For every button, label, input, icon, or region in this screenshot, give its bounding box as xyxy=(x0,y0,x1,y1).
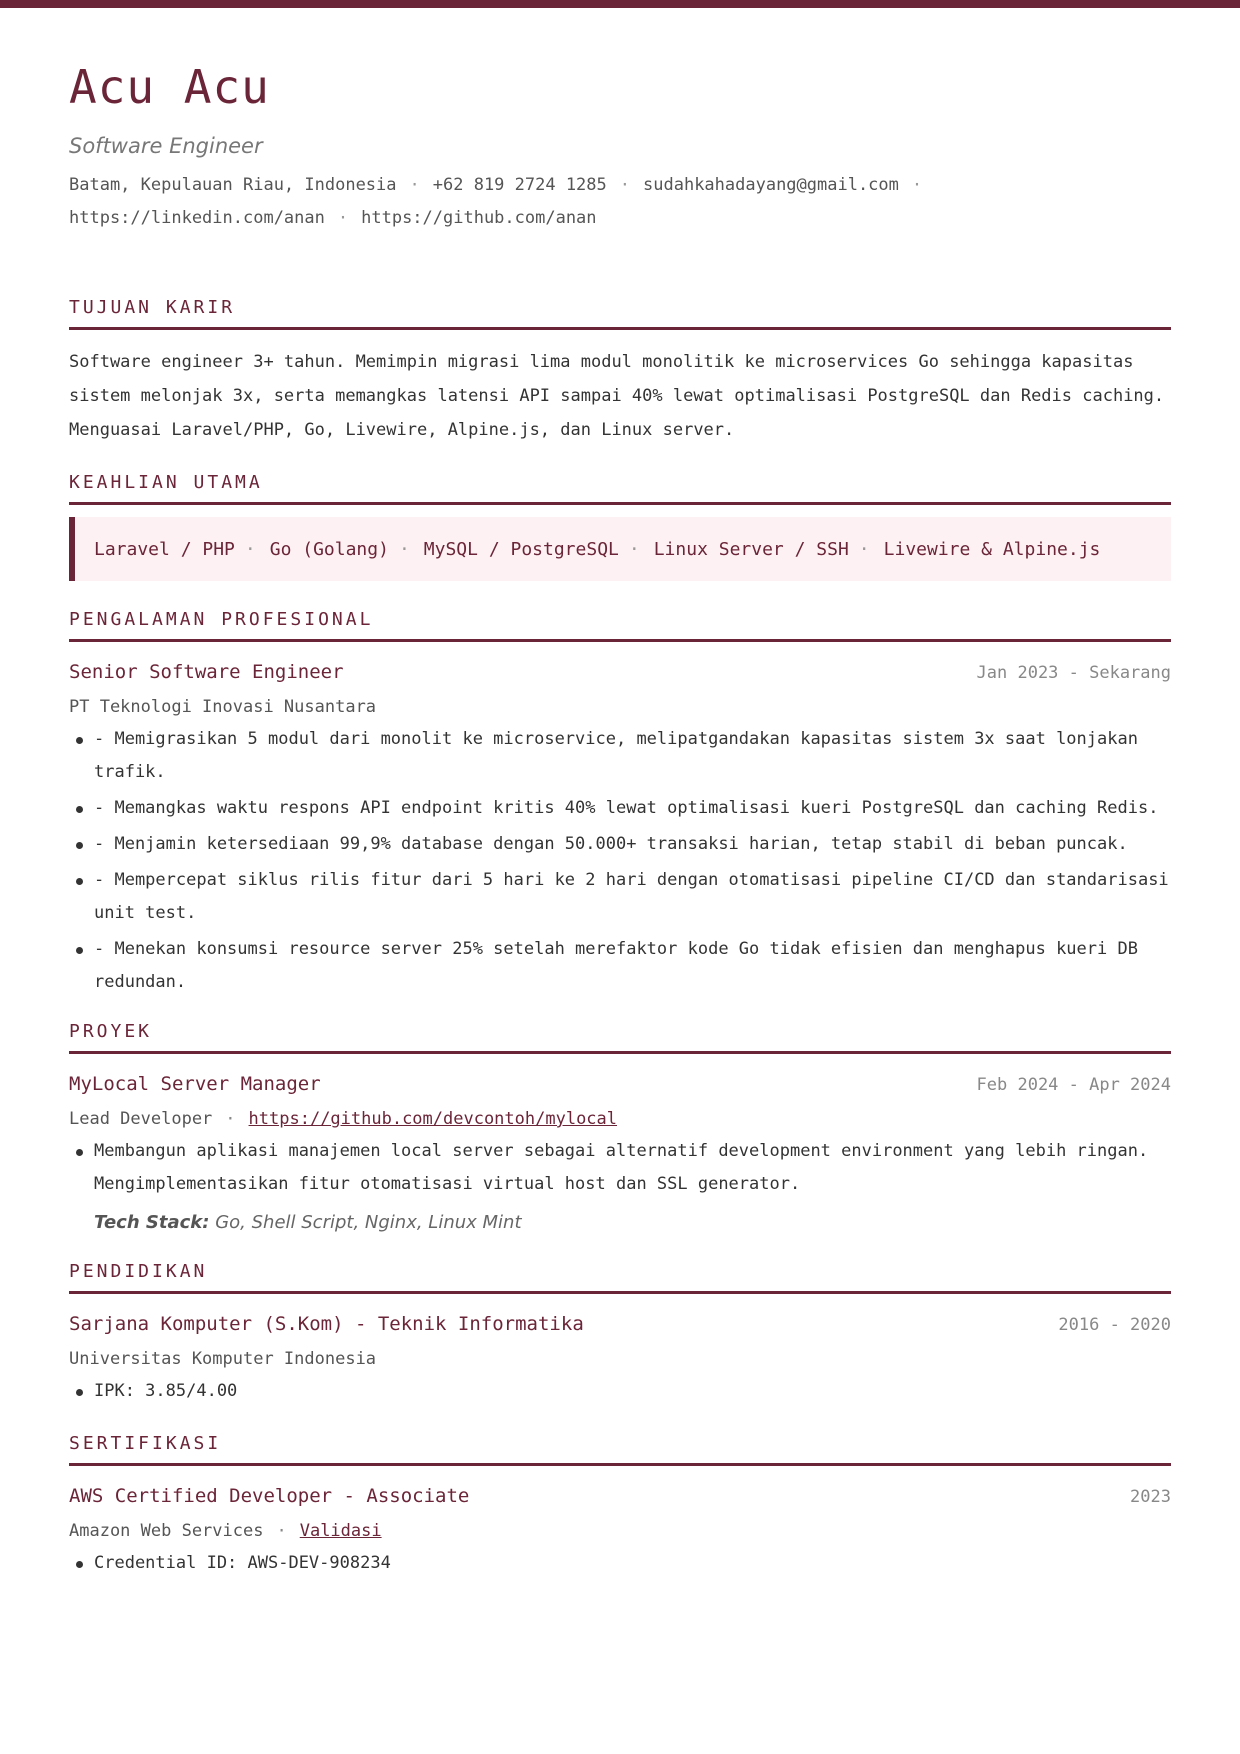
skill-item: Livewire & Alpine.js xyxy=(883,538,1101,560)
certification-bullets xyxy=(69,1547,1171,1580)
linkedin-link[interactable]: https://linkedin.com/anan xyxy=(69,208,325,228)
education-date: 2016 - 2020 xyxy=(1058,1315,1171,1335)
project-date: Feb 2024 - Apr 2024 xyxy=(976,1075,1171,1095)
project-role-line: Lead Developer · https://github.com/devcontoh/mylocal xyxy=(69,1109,618,1129)
education-bullets xyxy=(69,1375,1171,1408)
education-entry-header xyxy=(69,1311,1171,1337)
section-title-skills: KEAHLIAN UTAMA xyxy=(69,472,1171,505)
experience-section xyxy=(69,609,1171,999)
project-entry-header xyxy=(69,1071,1171,1097)
validation-link[interactable]: Validasi xyxy=(299,1521,382,1541)
list-item: - Menjamin ketersediaan 99,9% database dengan 50.000+ transaksi harian, tetap stabil di beban puncak. xyxy=(69,828,1171,861)
tech-stack-value: Go, Shell Script, Nginx, Linux Mint xyxy=(215,1212,522,1233)
summary-text: Software engineer 3+ tahun. Memimpin migrasi lima modul monolitik ke microservices Go sehingga kapasitas sistem melonjak 3x, serta memangkas latensi API sampai 40% lewat optimalisasi PostgreSQL dan Redis caching. Menguasai Laravel/PHP, Go, Livewire, Alpine.js, dan Linux server. xyxy=(69,352,1165,440)
experience-entry-header xyxy=(69,659,1171,685)
certification-date: 2023 xyxy=(1130,1487,1171,1507)
skill-item: MySQL / PostgreSQL xyxy=(423,538,619,560)
certification-entry-header xyxy=(69,1483,1171,1509)
certification-name: AWS Certified Developer - Associate xyxy=(69,1485,470,1507)
certification-section xyxy=(69,1433,1171,1580)
skills-bar: Laravel / PHP · Go (Golang) · MySQL / PostgreSQL · Linux Server / SSH · Livewire & Alpine.js xyxy=(69,517,1171,581)
project-bullets xyxy=(69,1135,1171,1201)
section-title-certification: SERTIFIKASI xyxy=(69,1433,1171,1466)
list-item: IPK: 3.85/4.00 xyxy=(69,1375,1171,1408)
section-title-education: PENDIDIKAN xyxy=(69,1261,1171,1294)
experience-bullets xyxy=(69,723,1171,999)
contact-info: Batam, Kepulauan Riau, Indonesia · +62 819 2724 1285 · sudahkahadayang@gmail.com · https://linkedin.com/anan · https://github.com/anan xyxy=(69,175,923,228)
list-item: Membangun aplikasi manajemen local server sebagai alternatif development environment yang lebih ringan. Mengimplementasikan fitur otomatisasi virtual host dan SSL generator. xyxy=(69,1135,1171,1201)
location: Batam, Kepulauan Riau, Indonesia xyxy=(69,175,397,195)
list-item: - Memangkas waktu respons API endpoint kritis 40% lewat optimalisasi kueri PostgreSQL dan caching Redis. xyxy=(69,792,1171,825)
list-item: - Menekan konsumsi resource server 25% setelah merefaktor kode Go tidak efisien dan menghapus kueri DB redundan. xyxy=(69,933,1171,999)
list-item: Credential ID: AWS-DEV-908234 xyxy=(69,1547,1171,1580)
tech-stack-label: Tech Stack: xyxy=(94,1212,210,1233)
project-name: MyLocal Server Manager xyxy=(69,1073,321,1095)
projects-section xyxy=(69,1021,1171,1236)
top-accent-bar xyxy=(0,0,1240,8)
degree: Sarjana Komputer (S.Kom) - Teknik Informatika xyxy=(69,1313,584,1335)
certification-issuer-line: Amazon Web Services · Validasi xyxy=(69,1521,382,1541)
candidate-role: Software Engineer xyxy=(69,134,263,158)
tech-stack xyxy=(69,1210,1171,1236)
list-item: - Memigrasikan 5 modul dari monolit ke microservice, melipatgandakan kapasitas sistem 3x saat lonjakan trafik. xyxy=(69,723,1171,789)
skill-item: Go (Golang) xyxy=(269,538,389,560)
summary-section xyxy=(69,297,1171,447)
list-item: - Mempercepat siklus rilis fitur dari 5 hari ke 2 hari dengan otomatisasi pipeline CI/CD dan standarisasi unit test. xyxy=(69,864,1171,930)
job-title: Senior Software Engineer xyxy=(69,661,344,683)
section-title-projects: PROYEK xyxy=(69,1021,1171,1054)
skill-item: Linux Server / SSH xyxy=(653,538,849,560)
github-link[interactable]: https://github.com/anan xyxy=(361,208,597,228)
project-link[interactable]: https://github.com/devcontoh/mylocal xyxy=(248,1109,618,1129)
section-title-summary: TUJUAN KARIR xyxy=(69,297,1171,330)
education-section xyxy=(69,1261,1171,1408)
skills-section xyxy=(69,472,1171,581)
skill-item: Laravel / PHP xyxy=(94,538,235,560)
project-role: Lead Developer xyxy=(69,1109,213,1129)
certification-issuer: Amazon Web Services xyxy=(69,1521,264,1541)
company-name: PT Teknologi Inovasi Nusantara xyxy=(69,697,377,717)
section-title-experience: PENGALAMAN PROFESIONAL xyxy=(69,609,1171,642)
resume-page xyxy=(0,8,1240,1580)
job-date: Jan 2023 - Sekarang xyxy=(976,663,1171,683)
school-name: Universitas Komputer Indonesia xyxy=(69,1349,377,1369)
phone: +62 819 2724 1285 xyxy=(432,175,607,195)
candidate-name: Acu Acu xyxy=(69,60,270,114)
email[interactable]: sudahkahadayang@gmail.com xyxy=(643,175,899,195)
